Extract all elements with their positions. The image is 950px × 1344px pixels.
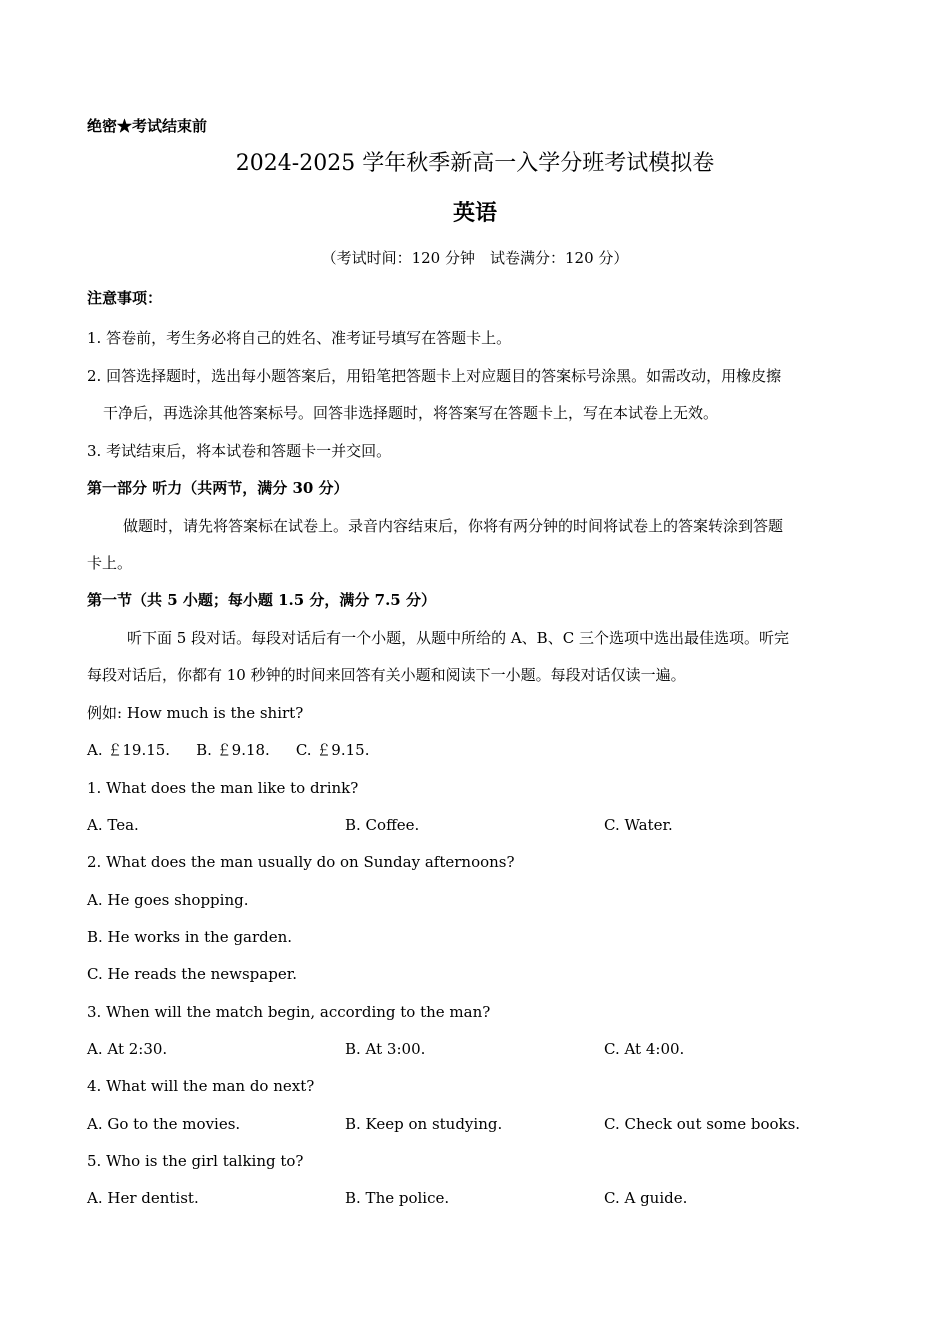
example-question: 例如: How much is the shirt? bbox=[87, 704, 304, 722]
question-1: 1. What does the man like to drink? bbox=[87, 779, 359, 797]
q1-option-c: C. Water. bbox=[604, 816, 673, 834]
subject-title: 英语 bbox=[452, 200, 497, 226]
question-2: 2. What does the man usually do on Sunday afternoons? bbox=[87, 853, 515, 871]
q3-option-c: C. At 4:00. bbox=[604, 1040, 685, 1058]
section1-intro: 听下面 5 段对话。每段对话后有一个小题，从题中所给的 A、B、C 三个选项中选出最佳选项。听完 bbox=[127, 629, 789, 647]
question-5: 5. Who is the girl talking to? bbox=[87, 1152, 304, 1170]
example-option-b: B. ￡9.18. bbox=[196, 741, 270, 759]
question-4: 4. What will the man do next? bbox=[87, 1077, 315, 1095]
part1-intro-continued: 卡上。 bbox=[87, 554, 133, 572]
notice-item: 1. 答卷前，考生务必将自己的姓名、准考证号填写在答题卡上。 bbox=[87, 329, 512, 347]
q5-option-a: A. Her dentist. bbox=[87, 1189, 199, 1207]
q1-option-a: A. Tea. bbox=[87, 816, 139, 834]
section1-heading: 第一节（共 5 小题；每小题 1.5 分，满分 7.5 分） bbox=[87, 591, 436, 609]
example-option-c: C. ￡9.15. bbox=[295, 741, 370, 759]
exam-title: 2024-2025 学年秋季新高一入学分班考试模拟卷 bbox=[235, 151, 715, 176]
q4-option-c: C. Check out some books. bbox=[604, 1115, 801, 1133]
q5-option-b: B. The police. bbox=[345, 1189, 450, 1207]
notice-heading: 注意事项： bbox=[87, 289, 163, 307]
q3-option-a: A. At 2:30. bbox=[87, 1040, 168, 1058]
example-options bbox=[87, 740, 395, 760]
section1-intro-continued: 每段对话后，你都有 10 秒钟的时间来回答有关小题和阅读下一小题。每段对话仅读一遍。 bbox=[87, 666, 686, 684]
notice-item: 3. 考试结束后，将本试卷和答题卡一并交回。 bbox=[87, 442, 392, 460]
q3-option-b: B. At 3:00. bbox=[345, 1040, 426, 1058]
q2-option-c: C. He reads the newspaper. bbox=[87, 965, 297, 983]
q4-option-a: A. Go to the movies. bbox=[87, 1115, 241, 1133]
example-option-a: A. ￡19.15. bbox=[87, 741, 171, 759]
question-3: 3. When will the match begin, according to the man? bbox=[87, 1003, 491, 1021]
confidential-label: 绝密★考试结束前 bbox=[87, 117, 208, 135]
q2-option-b: B. He works in the garden. bbox=[87, 928, 293, 946]
q1-option-b: B. Coffee. bbox=[345, 816, 420, 834]
exam-time-info: （考试时间：120 分钟 试卷满分：120 分） bbox=[321, 249, 629, 267]
notice-item: 2. 回答选择题时，选出每小题答案后，用铅笔把答题卡上对应题目的答案标号涂黑。如需改动，用橡皮擦 bbox=[87, 367, 782, 385]
q5-option-c: C. A guide. bbox=[604, 1189, 688, 1207]
q2-option-a: A. He goes shopping. bbox=[87, 891, 249, 909]
part1-intro: 做题时，请先将答案标在试卷上。录音内容结束后，你将有两分钟的时间将试卷上的答案转涂到答题 bbox=[123, 517, 784, 535]
notice-item-continued: 干净后，再选涂其他答案标号。回答非选择题时，将答案写在答题卡上，写在本试卷上无效。 bbox=[103, 404, 719, 422]
q4-option-b: B. Keep on studying. bbox=[345, 1115, 503, 1133]
part1-heading: 第一部分 听力（共两节，满分 30 分） bbox=[87, 479, 349, 497]
